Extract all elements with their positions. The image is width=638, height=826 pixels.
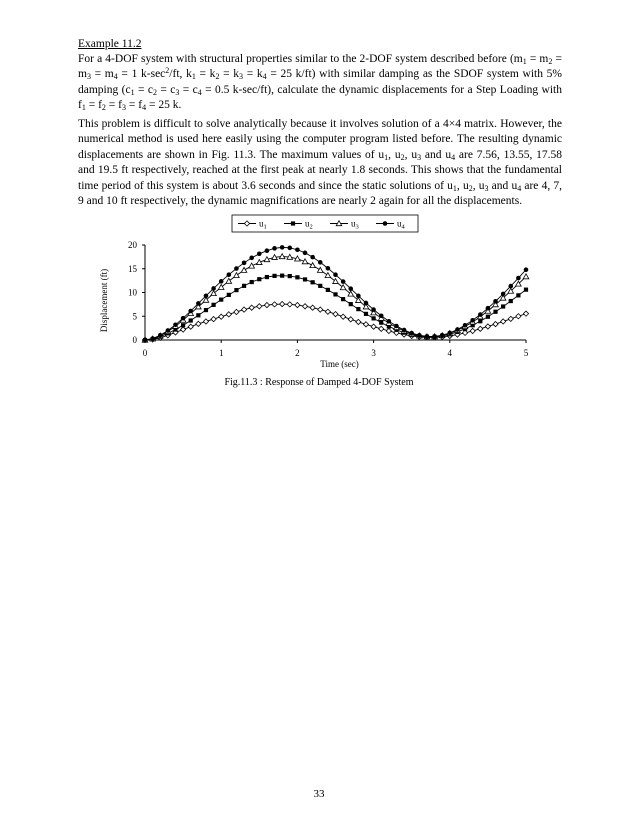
solution-discussion: This problem is difficult to solve analytically because it involves solution of a 4×4 matrix. However, the numerical method is used here easily using the computer program listed before. The resulting dynamic displacements are shown in Fig. 11.3. The maximum values of $u_1$, $u_2$, $u_3$ and $u_4$ are 7.56, 13.55, 17.58 and 19.5 ft respectively, reached at the first peak at nearly 1.8 seconds. This shows that the fundamental time period of this system is about 3.6 seconds and since the static solutions of $u_1$, $u_2$, $u_3$ and $u_4$ are 4, 7, 9 and 10 ft respectively, the dynamic magnifications are nearly 2 again for all the displacements. [78,118,563,208]
data-point-u4 [455,327,460,332]
legend-marker-u4 [383,221,388,226]
data-point-u4 [402,328,407,333]
data-point-u1 [462,330,467,335]
y-tick-label: 10 [128,287,137,298]
data-point-u4 [150,336,155,341]
data-point-u4 [287,246,292,251]
legend-label-u2: $u_2$ [305,218,313,231]
data-point-u4 [524,267,529,272]
data-point-u2 [333,292,337,296]
data-point-u3 [523,274,529,279]
data-point-u2 [211,303,215,307]
data-point-u4 [303,251,308,256]
data-point-u2 [219,298,223,302]
data-point-u1 [363,322,368,327]
legend-label-u4: $u_4$ [397,218,405,231]
data-point-u4 [211,286,216,291]
data-point-u4 [470,318,475,323]
data-point-u1 [485,324,490,329]
data-point-u1 [478,326,483,331]
data-point-u3 [279,254,285,259]
data-point-u1 [356,319,361,324]
data-point-u1 [302,304,307,309]
data-point-u2 [250,280,254,284]
data-point-u4 [516,276,521,281]
data-point-u4 [417,333,422,338]
data-point-u2 [265,275,269,279]
data-point-u1 [249,305,254,310]
y-tick-label: 5 [132,311,137,322]
data-point-u1 [508,316,513,321]
data-point-u1 [523,311,528,316]
data-point-u1 [295,302,300,307]
data-point-u3 [317,267,323,272]
data-point-u2 [181,323,185,327]
data-point-u4 [249,256,254,261]
data-point-u2 [288,274,292,278]
data-point-u1 [280,301,285,306]
data-point-u4 [295,247,300,252]
data-point-u2 [478,319,482,323]
data-point-u1 [211,317,216,322]
series-line-u1 [145,304,526,340]
data-point-u4 [188,309,193,314]
data-point-u1 [501,319,506,324]
data-point-u4 [432,334,437,339]
data-point-u2 [486,315,490,319]
data-point-u4 [234,266,239,271]
data-point-u1 [241,307,246,312]
data-point-u3 [310,263,316,268]
data-point-u4 [356,294,361,299]
x-tick-label: 5 [523,348,529,358]
data-point-u2 [234,288,238,292]
legend-label-u3: $u_3$ [351,218,359,231]
data-point-u4 [394,324,399,329]
data-point-u4 [348,286,353,291]
data-point-u1 [348,317,353,322]
data-point-u2 [204,308,208,312]
data-point-u2 [364,312,368,316]
data-point-u2 [516,293,520,297]
displacement-chart [88,212,548,384]
data-point-u1 [325,309,330,314]
data-point-u1 [188,324,193,329]
data-point-u4 [364,301,369,306]
data-point-u4 [379,313,384,318]
data-point-u2 [303,277,307,281]
data-point-u1 [470,328,475,333]
data-point-u4 [280,245,285,250]
data-point-u2 [257,277,261,281]
data-point-u2 [280,274,284,278]
x-axis-title: Time (sec) [320,359,359,369]
data-point-u4 [181,316,186,321]
data-point-u4 [310,255,315,260]
data-point-u2 [318,284,322,288]
data-point-u4 [448,331,453,336]
data-point-u2 [341,297,345,301]
data-point-u3 [249,263,255,268]
y-tick-label: 0 [132,335,137,345]
data-point-u2 [311,280,315,284]
data-point-u4 [257,251,262,256]
data-point-u1 [181,327,186,332]
figure-caption: Fig.11.3 : Response of Damped 4-DOF System [224,377,414,388]
data-point-u1 [257,304,262,309]
data-point-u4 [318,260,323,265]
data-point-u4 [166,328,171,333]
data-point-u4 [387,319,392,324]
y-tick-label: 20 [128,240,137,250]
data-point-u2 [242,284,246,288]
data-point-u1 [341,314,346,319]
data-point-u1 [493,321,498,326]
data-point-u2 [272,274,276,278]
data-point-u2 [349,302,353,306]
data-point-u1 [516,314,521,319]
data-point-u4 [508,284,513,289]
data-point-u2 [196,313,200,317]
data-point-u1 [264,302,269,307]
data-point-u1 [333,312,338,317]
data-point-u4 [265,248,270,253]
data-point-u1 [196,321,201,326]
data-point-u4 [227,272,232,277]
data-point-u4 [158,333,163,338]
data-point-u2 [295,275,299,279]
data-point-u4 [143,338,148,343]
data-point-u2 [227,293,231,297]
data-point-u1 [310,305,315,310]
data-point-u4 [196,301,201,306]
y-tick-label: 15 [128,263,137,274]
data-point-u4 [371,307,376,312]
data-point-u4 [463,323,468,328]
displacement-chart-svg [88,212,548,384]
x-tick-label: 3 [371,348,376,358]
data-point-u3 [325,273,331,278]
example-heading: Example 11.2 [78,38,142,50]
data-point-u1 [371,324,376,329]
data-point-u2 [493,310,497,314]
data-point-u1 [386,328,391,333]
data-point-u2 [189,318,193,322]
data-point-u4 [204,294,209,299]
page-number: 33 [313,788,325,800]
data-point-u4 [333,272,338,277]
data-point-u2 [372,316,376,320]
data-point-u1 [219,314,224,319]
data-point-u4 [341,279,346,284]
x-tick-label: 0 [142,348,148,358]
series-line-u2 [145,276,526,340]
data-point-u4 [173,323,178,328]
data-point-u4 [272,246,277,251]
legend-marker-u2 [291,221,295,225]
problem-statement: For a 4-DOF system with structural properties similar to the 2-DOF system described before ($m_1 = m_2 = m_3 = m_4 = 1$ $k-\sec^2/ft$, $k_1 = k_2 = k_3 = k_4 = 25$ k/ft) with similar damping as the SDOF system with 5% damping ($c_1 = c_2 = c_3 = c_4 = 0.5$ k-sec/ft), calculate the dynamic displacements for a Step Loading with $f_1 = f_2 = f_3 = f_4 = 25$ k. [78,53,562,113]
data-point-u2 [501,304,505,308]
data-point-u4 [478,312,483,317]
data-point-u1 [203,319,208,324]
data-point-u1 [234,309,239,314]
data-point-u1 [318,307,323,312]
data-point-u2 [356,307,360,311]
x-tick-label: 2 [295,348,300,358]
data-point-u2 [509,299,513,303]
x-tick-label: 4 [447,348,453,358]
data-point-u1 [287,302,292,307]
data-point-u1 [379,326,384,331]
y-axis-title: Displacement (ft) [99,268,109,333]
data-point-u2 [326,288,330,292]
data-point-u4 [493,299,498,304]
data-point-u3 [226,278,232,283]
data-point-u2 [524,288,528,292]
legend-label-u1: $u_1$ [259,218,267,231]
data-point-u4 [486,306,491,311]
data-point-u4 [440,333,445,338]
data-point-u3 [241,267,247,272]
data-point-u4 [425,334,430,339]
x-tick-label: 1 [218,348,224,358]
data-point-u1 [272,302,277,307]
data-point-u2 [379,321,383,325]
data-point-u4 [242,261,247,266]
data-point-u1 [226,312,231,317]
data-point-u4 [501,292,506,297]
data-point-u4 [409,331,414,336]
data-point-u4 [219,279,224,284]
data-point-u4 [326,266,331,271]
data-point-u3 [234,273,240,278]
